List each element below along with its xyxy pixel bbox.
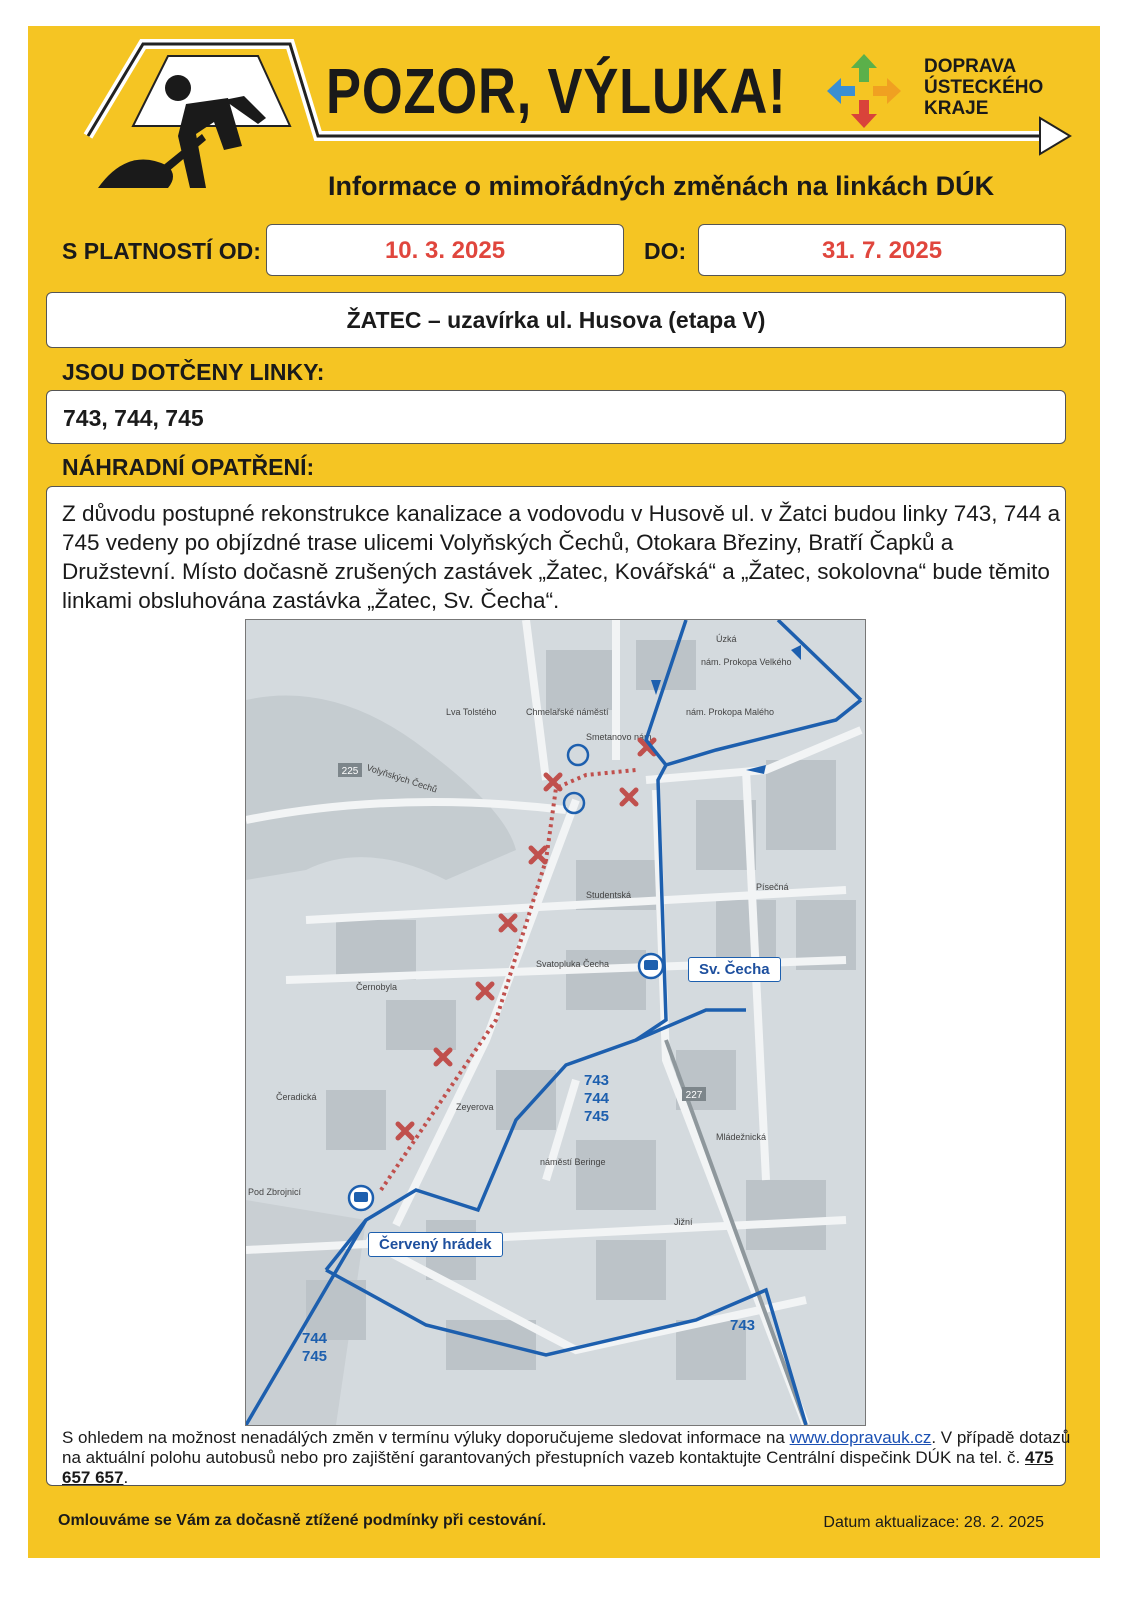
lines-box: [46, 390, 1066, 444]
svg-text:náměstí Beringe: náměstí Beringe: [540, 1157, 606, 1167]
notice-sheet: [28, 26, 1100, 1558]
valid-to-date: 31. 7. 2025: [821, 237, 943, 264]
valid-from-date: 10. 3. 2025: [384, 237, 506, 264]
stop-label-sv-cecha: Sv. Čecha: [688, 957, 781, 982]
svg-text:Zeyerova: Zeyerova: [456, 1102, 494, 1112]
svg-text:nám. Prokopa Malého: nám. Prokopa Malého: [686, 707, 775, 717]
svg-text:Čeradická: Čeradická: [276, 1092, 317, 1102]
dopravauk-link[interactable]: www.dopravauk.cz: [789, 1428, 932, 1447]
svg-text:Volyňských Čechů: Volyňských Čechů: [365, 762, 439, 795]
lines-value: 743, 744, 745: [63, 405, 204, 431]
line-number-right: 743: [730, 1317, 756, 1334]
svg-text:Pod Zbrojnicí: Pod Zbrojnicí: [248, 1187, 302, 1197]
duk-arrows-logo: [823, 50, 905, 132]
bus-stop-icon: [639, 954, 663, 978]
page-subtitle: Informace o mimořádných změnách na linkách DÚK: [328, 171, 995, 201]
valid-from-label: S PLATNOSTÍ OD:: [62, 238, 261, 264]
svg-text:Úzká: Úzká: [716, 634, 737, 644]
svg-text:Lva Tolstého: Lva Tolstého: [446, 707, 497, 717]
stop-label-cerveny-hradek: Červený hrádek: [368, 1232, 503, 1257]
svg-text:Mládežnická: Mládežnická: [716, 1132, 767, 1142]
road-number-227: 227: [685, 1090, 703, 1101]
apology-text: Omlouváme se Vám za dočasně ztížené podmínky při cestování.: [58, 1512, 547, 1529]
bus-stop-icon: [349, 1186, 373, 1210]
svg-text:Černobyla: Černobyla: [356, 982, 398, 992]
measures-text: Z důvodu postupné rekonstrukce kanalizace a vodovodu v Husově ul. v Žatci budou linky 743, 744 a 745 vedeny po objízdné trase ulicemi Volyňských Čechů, Otokara Březiny, Bratří Čapků a Družstevní. Místo dočasně zrušených zastávek „Žatec, Kovářská“ a „Žatec, sokolovna“ bude těmito linkami obsluhována zastávka „Žatec, Sv. Čecha“.: [62, 501, 1061, 613]
road-number-225: 225: [341, 766, 359, 777]
valid-from-field: [266, 224, 624, 276]
svg-text:Studentská: Studentská: [586, 890, 632, 900]
svg-text:Písečná: Písečná: [756, 882, 789, 892]
valid-to-label: DO:: [644, 238, 687, 264]
valid-to-field: [698, 224, 1066, 276]
update-date: Datum aktualizace: 28. 2. 2025: [823, 1514, 1044, 1531]
svg-text:nám. Prokopa Velkého: nám. Prokopa Velkého: [701, 657, 792, 667]
subject-text: ŽATEC – uzavírka ul. Husova (etapa V): [346, 307, 766, 333]
svg-text:Chmelařské náměstí: Chmelařské náměstí: [526, 707, 609, 717]
measures-label: NÁHRADNÍ OPATŘENÍ:: [62, 454, 315, 480]
page-title: POZOR, VÝLUKA!: [326, 55, 787, 127]
svg-text:Svatopluka Čecha: Svatopluka Čecha: [536, 959, 610, 969]
line-numbers-main: 743 744 745: [584, 1072, 610, 1125]
lines-label: JSOU DOTČENY LINKY:: [62, 359, 325, 385]
svg-text:Jižní: Jižní: [674, 1217, 693, 1227]
detour-map: [245, 619, 866, 1426]
line-numbers-left: 744 745: [302, 1330, 328, 1365]
brand-name: DOPRAVA ÚSTECKÉHO KRAJE: [924, 56, 1044, 119]
map-svg: [246, 620, 865, 1425]
footnote: S ohledem na možnost nenadálých změn v termínu výluky doporučujeme sledovat informace na www.dopravauk.cz. V případě dotazů na aktuální polohu autobusů nebo pro zajištění garantovaných přestupních vazeb kontaktujte Centrální dispečink DÚK na tel. č. 475 657 657.: [62, 1428, 1071, 1487]
dispatch-phone[interactable]: 475 657 657: [62, 1448, 1054, 1487]
svg-text:Smetanovo nám.: Smetanovo nám.: [586, 732, 655, 742]
subject-box: [46, 292, 1066, 348]
